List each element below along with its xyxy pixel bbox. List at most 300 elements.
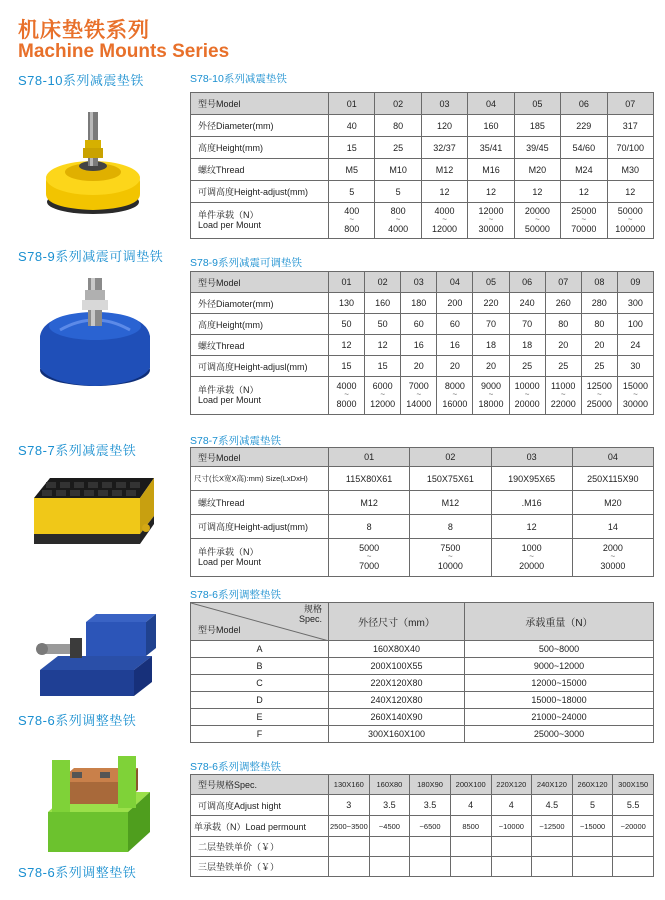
size-cell: 220X120X80 xyxy=(329,675,465,692)
corner-spec xyxy=(299,605,322,625)
row-label: 单承载（N）Load permount xyxy=(191,816,329,837)
load-cell: 2000 ~ 30000 xyxy=(572,539,653,577)
cell: 4.5 xyxy=(532,795,573,816)
cell: 14 xyxy=(572,515,653,539)
cell: 70 xyxy=(473,314,509,335)
table1-model: 06 xyxy=(561,93,607,115)
row-label: 可调高度Height-adjust(mm) xyxy=(191,515,329,539)
table2-model: 02 xyxy=(365,272,401,293)
cell: 3.5 xyxy=(369,795,410,816)
cell: 280 xyxy=(581,293,617,314)
cell: 5 xyxy=(329,181,375,203)
row-label: 螺纹Thread xyxy=(191,335,329,356)
mount-s78-7-image xyxy=(30,468,160,560)
cell: 16 xyxy=(437,335,473,356)
load-max: 50000 xyxy=(524,223,550,234)
cell: 5 xyxy=(572,795,613,816)
load-max: 800 xyxy=(344,223,360,234)
cell: 32/37 xyxy=(421,137,467,159)
load-max: 18000 xyxy=(478,398,504,409)
cell: 2500~3500 xyxy=(329,816,370,837)
cell: 40 xyxy=(329,115,375,137)
load-min: 2000 xyxy=(602,542,623,553)
table5-spec: 130X160 xyxy=(329,775,370,795)
table-row xyxy=(191,692,654,709)
cell: 200 xyxy=(437,293,473,314)
load-cell: 9000 ~ 18000 xyxy=(473,377,509,415)
table1-model-label: 型号Model xyxy=(191,93,329,115)
cell xyxy=(450,837,491,857)
cell: 12 xyxy=(607,181,653,203)
cell: 260 xyxy=(545,293,581,314)
corner-spec-cn: 规格 xyxy=(303,604,322,614)
table3-model: 03 xyxy=(491,448,572,467)
table-row-load xyxy=(191,203,654,239)
cell: 70 xyxy=(509,314,545,335)
table-s78-6b xyxy=(190,774,654,877)
cell: 25 xyxy=(545,356,581,377)
table1-model: 01 xyxy=(329,93,375,115)
product-label-s78-6b: S78-6系列调整垫铁 xyxy=(18,865,137,880)
table5-spec: 180X90 xyxy=(410,775,451,795)
model-cell: A xyxy=(191,641,329,658)
cell: 8 xyxy=(329,515,410,539)
product-label-s78-10: S78-10系列减震垫铁 xyxy=(18,73,144,88)
cell: 80 xyxy=(581,314,617,335)
table-row xyxy=(191,335,654,356)
size-cell: 240X120X80 xyxy=(329,692,465,709)
table1-header-row xyxy=(191,93,654,115)
load-max: 12000 xyxy=(432,223,458,234)
table2-header-row xyxy=(191,272,654,293)
table-s78-10 xyxy=(190,92,654,239)
row-label: 尺寸(长X宽X高):mm) Size(LxDxH) xyxy=(191,467,329,491)
load-cell: 800 ~ 4000 xyxy=(375,203,421,239)
cell: 25 xyxy=(375,137,421,159)
cell: 80 xyxy=(375,115,421,137)
table-row xyxy=(191,314,654,335)
load-cell: 6000 ~ 12000 xyxy=(365,377,401,415)
cell: M24 xyxy=(561,159,607,181)
row-label: 三层垫铁单价（￥） xyxy=(191,857,329,877)
table-row xyxy=(191,491,654,515)
cell: 185 xyxy=(514,115,560,137)
model-cell: B xyxy=(191,658,329,675)
cell: 240 xyxy=(509,293,545,314)
table-row xyxy=(191,795,654,816)
table-s78-9 xyxy=(190,271,654,415)
cell: .M16 xyxy=(491,491,572,515)
cell: 18 xyxy=(509,335,545,356)
load-min: 4000 xyxy=(434,205,455,216)
load-cell: 500~8000 xyxy=(465,641,654,658)
cell: 3.5 xyxy=(410,795,451,816)
table2-model: 07 xyxy=(545,272,581,293)
table3-model-label: 型号Model xyxy=(191,448,329,467)
table5-spec: 160X80 xyxy=(369,775,410,795)
table2-model: 05 xyxy=(473,272,509,293)
cell: 12 xyxy=(561,181,607,203)
cell: M20 xyxy=(572,491,653,515)
corner-model: 型号Model xyxy=(198,625,241,635)
load-min: 6000 xyxy=(372,380,393,391)
cell: 120 xyxy=(421,115,467,137)
load-min: 5000 xyxy=(359,542,380,553)
cell xyxy=(572,857,613,877)
cell xyxy=(572,837,613,857)
table-s78-7 xyxy=(190,447,654,577)
cell: M12 xyxy=(329,491,410,515)
cell: 15 xyxy=(329,137,375,159)
table-row xyxy=(191,837,654,857)
row-label: 高度Height(mm) xyxy=(191,137,329,159)
table5-spec: 240X120 xyxy=(532,775,573,795)
table5-title: S78-6系列调整垫铁 xyxy=(190,761,282,773)
table5-header-row xyxy=(191,775,654,795)
cell: 100 xyxy=(617,314,653,335)
cell: 5.5 xyxy=(613,795,654,816)
product-label-s78-7: S78-7系列减震垫铁 xyxy=(18,443,137,458)
cell xyxy=(491,837,532,857)
load-min: 25000 xyxy=(571,205,597,216)
load-min: 8000 xyxy=(444,380,465,391)
table3-model: 04 xyxy=(572,448,653,467)
col-load-header: 承载重量（N） xyxy=(465,603,654,641)
load-max: 8000 xyxy=(336,398,357,409)
cell: 317 xyxy=(607,115,653,137)
cell: 50 xyxy=(365,314,401,335)
cell: 54/60 xyxy=(561,137,607,159)
load-cell: 15000 ~ 30000 xyxy=(617,377,653,415)
table5-spec: 200X100 xyxy=(450,775,491,795)
cell: 20 xyxy=(473,356,509,377)
cell xyxy=(491,857,532,877)
table2-model: 08 xyxy=(581,272,617,293)
cell: M12 xyxy=(410,491,491,515)
cell xyxy=(410,857,451,877)
cell: 8500 xyxy=(450,816,491,837)
table4-header-row xyxy=(191,603,654,641)
cell xyxy=(450,857,491,877)
table-row-load xyxy=(191,539,654,577)
table-row xyxy=(191,159,654,181)
load-label-en: Load per Mount xyxy=(198,394,262,405)
table2-model: 01 xyxy=(329,272,365,293)
load-cell: 12000 ~ 30000 xyxy=(468,203,514,239)
cell: 20 xyxy=(581,335,617,356)
table5-spec: 220X120 xyxy=(491,775,532,795)
load-cell: 400 ~ 800 xyxy=(329,203,375,239)
product-label-s78-6a: S78-6系列调整垫铁 xyxy=(18,713,137,728)
mount-s78-9-image xyxy=(30,270,160,390)
size-cell: 160X80X40 xyxy=(329,641,465,658)
load-cell: 11000 ~ 22000 xyxy=(545,377,581,415)
size-cell: 200X100X55 xyxy=(329,658,465,675)
table-row xyxy=(191,115,654,137)
cell: 60 xyxy=(401,314,437,335)
table1-title: S78-10系列减震垫铁 xyxy=(190,73,287,85)
load-cell: 4000 ~ 12000 xyxy=(421,203,467,239)
table2-title: S78-9系列减震可调垫铁 xyxy=(190,257,303,269)
load-max: 16000 xyxy=(442,398,468,409)
table3-model: 02 xyxy=(410,448,491,467)
cell xyxy=(329,837,370,857)
load-label-cn: 单件承载（N） xyxy=(198,385,259,396)
load-cell: 12000~15000 xyxy=(465,675,654,692)
load-cell: 20000 ~ 50000 xyxy=(514,203,560,239)
cell: 4 xyxy=(450,795,491,816)
cell: M30 xyxy=(607,159,653,181)
load-min: 4000 xyxy=(336,380,357,391)
table2-model: 09 xyxy=(617,272,653,293)
model-cell: F xyxy=(191,726,329,743)
load-max: 20000 xyxy=(514,398,540,409)
load-label xyxy=(191,539,329,577)
row-label: 可调高度Height-adjust(mm) xyxy=(191,181,329,203)
load-cell: 12500 ~ 25000 xyxy=(581,377,617,415)
load-max: 22000 xyxy=(550,398,576,409)
table5-spec: 300X150 xyxy=(613,775,654,795)
cell xyxy=(613,837,654,857)
load-label xyxy=(191,377,329,415)
row-label: 螺纹Thread xyxy=(191,159,329,181)
load-cell: 21000~24000 xyxy=(465,709,654,726)
mount-s78-6b-image xyxy=(38,752,158,860)
mount-s78-6a-image xyxy=(30,610,160,702)
cell xyxy=(532,857,573,877)
load-max: 20000 xyxy=(519,560,545,571)
load-min: 12500 xyxy=(586,380,612,391)
cell: 12 xyxy=(514,181,560,203)
cell: 220 xyxy=(473,293,509,314)
cell: 12 xyxy=(468,181,514,203)
load-cell: 10000 ~ 20000 xyxy=(509,377,545,415)
table1-model: 03 xyxy=(421,93,467,115)
cell: 160 xyxy=(468,115,514,137)
table-row xyxy=(191,726,654,743)
load-cell: 9000~12000 xyxy=(465,658,654,675)
cell: 150X75X61 xyxy=(410,467,491,491)
load-cell: 5000 ~ 7000 xyxy=(329,539,410,577)
cell: 5 xyxy=(375,181,421,203)
table3-title: S78-7系列减震垫铁 xyxy=(190,435,282,447)
row-label: 外径Diameter(mm) xyxy=(191,115,329,137)
table2-model: 06 xyxy=(509,272,545,293)
load-min: 800 xyxy=(390,205,406,216)
product-label-s78-9: S78-9系列减震可调垫铁 xyxy=(18,249,164,264)
cell: 18 xyxy=(473,335,509,356)
cell: 12 xyxy=(365,335,401,356)
load-label-en: Load per Mount xyxy=(198,219,262,230)
table2-model-label: 型号Model xyxy=(191,272,329,293)
cell: M10 xyxy=(375,159,421,181)
cell: 8 xyxy=(410,515,491,539)
table-row xyxy=(191,137,654,159)
table4-title: S78-6系列调整垫铁 xyxy=(190,589,282,601)
load-max: 25000 xyxy=(586,398,612,409)
load-max: 7000 xyxy=(359,560,380,571)
model-cell: D xyxy=(191,692,329,709)
cell: 130 xyxy=(329,293,365,314)
cell: 20 xyxy=(545,335,581,356)
row-label: 螺纹Thread xyxy=(191,491,329,515)
cell xyxy=(369,857,410,877)
cell: 3 xyxy=(329,795,370,816)
cell: 20 xyxy=(437,356,473,377)
cell: 250X115X90 xyxy=(572,467,653,491)
cell: M20 xyxy=(514,159,560,181)
cell: ~20000 xyxy=(613,816,654,837)
load-min: 11000 xyxy=(551,380,576,391)
table4-corner-cell xyxy=(191,603,329,641)
load-cell: 4000 ~ 8000 xyxy=(329,377,365,415)
corner-spec-en: Spec. xyxy=(298,613,322,624)
cell: ~4500 xyxy=(369,816,410,837)
cell: 20 xyxy=(401,356,437,377)
load-label-cn: 单件承载（N） xyxy=(198,547,259,558)
size-cell: 300X160X100 xyxy=(329,726,465,743)
cell xyxy=(369,837,410,857)
load-max: 14000 xyxy=(406,398,432,409)
cell: 80 xyxy=(545,314,581,335)
load-cell: 25000~3000 xyxy=(465,726,654,743)
load-min: 10000 xyxy=(514,380,540,391)
load-max: 10000 xyxy=(437,560,463,571)
cell: M16 xyxy=(468,159,514,181)
load-max: 12000 xyxy=(370,398,396,409)
load-cell: 1000 ~ 20000 xyxy=(491,539,572,577)
table5-spec-label: 型号规格Spec. xyxy=(191,775,329,795)
table-row xyxy=(191,181,654,203)
table5-spec: 260X120 xyxy=(572,775,613,795)
row-label: 外径Diamoter(mm) xyxy=(191,293,329,314)
load-min: 7000 xyxy=(408,380,429,391)
cell: 25 xyxy=(581,356,617,377)
cell xyxy=(329,857,370,877)
load-max: 4000 xyxy=(388,223,409,234)
table-row xyxy=(191,658,654,675)
cell: M12 xyxy=(421,159,467,181)
cell xyxy=(613,857,654,877)
load-max: 70000 xyxy=(571,223,597,234)
row-label: 高度Height(mm) xyxy=(191,314,329,335)
table1-model: 07 xyxy=(607,93,653,115)
table3-model: 01 xyxy=(329,448,410,467)
cell xyxy=(532,837,573,857)
cell: ~12500 xyxy=(532,816,573,837)
cell: 16 xyxy=(401,335,437,356)
table2-model: 03 xyxy=(401,272,437,293)
table-row xyxy=(191,857,654,877)
cell: 12 xyxy=(329,335,365,356)
model-cell: C xyxy=(191,675,329,692)
cell: 115X80X61 xyxy=(329,467,410,491)
cell: ~6500 xyxy=(410,816,451,837)
load-max: 30000 xyxy=(478,223,504,234)
load-min: 400 xyxy=(344,205,360,216)
table-row xyxy=(191,641,654,658)
cell: 12 xyxy=(421,181,467,203)
table-row xyxy=(191,675,654,692)
table-row xyxy=(191,293,654,314)
table-row xyxy=(191,709,654,726)
cell: 4 xyxy=(491,795,532,816)
table3-header-row xyxy=(191,448,654,467)
cell: 12 xyxy=(491,515,572,539)
load-max: 30000 xyxy=(622,398,648,409)
cell: 15 xyxy=(329,356,365,377)
load-cell: 15000~18000 xyxy=(465,692,654,709)
load-min: 1000 xyxy=(521,542,542,553)
load-label xyxy=(191,203,329,239)
cell: 39/45 xyxy=(514,137,560,159)
model-cell: E xyxy=(191,709,329,726)
cell: 60 xyxy=(437,314,473,335)
cell: 15 xyxy=(365,356,401,377)
load-min: 9000 xyxy=(480,380,501,391)
table-s78-6a xyxy=(190,602,654,743)
cell: 229 xyxy=(561,115,607,137)
load-cell: 50000 ~ 100000 xyxy=(607,203,653,239)
load-min: 20000 xyxy=(524,205,550,216)
row-label: 可调高度Adjust hight xyxy=(191,795,329,816)
table2-model: 04 xyxy=(437,272,473,293)
cell: 24 xyxy=(617,335,653,356)
load-cell: 7500 ~ 10000 xyxy=(410,539,491,577)
col-size-header: 外径尺寸（mm） xyxy=(329,603,465,641)
cell: M5 xyxy=(329,159,375,181)
cell: 180 xyxy=(401,293,437,314)
table-row xyxy=(191,356,654,377)
table1-model: 02 xyxy=(375,93,421,115)
cell: 30 xyxy=(617,356,653,377)
load-cell: 7000 ~ 14000 xyxy=(401,377,437,415)
load-cell: 8000 ~ 16000 xyxy=(437,377,473,415)
cell: 160 xyxy=(365,293,401,314)
table-row xyxy=(191,467,654,491)
row-label: 二层垫铁单价（￥） xyxy=(191,837,329,857)
cell: 300 xyxy=(617,293,653,314)
table-row-load xyxy=(191,377,654,415)
load-max: 100000 xyxy=(615,223,646,234)
table-row xyxy=(191,816,654,837)
load-label-cn: 单件承载（N） xyxy=(198,210,259,221)
cell: 190X95X65 xyxy=(491,467,572,491)
cell: 35/41 xyxy=(468,137,514,159)
page-title: 机床垫铁系列 xyxy=(18,19,150,42)
load-min: 50000 xyxy=(617,205,643,216)
load-min: 7500 xyxy=(440,542,461,553)
cell: 25 xyxy=(509,356,545,377)
cell: 70/100 xyxy=(607,137,653,159)
page-subtitle: Machine Mounts Series xyxy=(18,41,230,62)
mount-s78-10-image xyxy=(28,92,158,220)
load-min: 12000 xyxy=(478,205,504,216)
load-max: 30000 xyxy=(600,560,626,571)
size-cell: 260X140X90 xyxy=(329,709,465,726)
load-label-en: Load per Mount xyxy=(198,556,262,567)
table1-model: 04 xyxy=(468,93,514,115)
cell xyxy=(410,837,451,857)
load-min: 15000 xyxy=(622,380,648,391)
cell: ~15000 xyxy=(572,816,613,837)
load-cell: 25000 ~ 70000 xyxy=(561,203,607,239)
row-label: 可调高度Height-adjusl(mm) xyxy=(191,356,329,377)
cell: ~10000 xyxy=(491,816,532,837)
table1-model: 05 xyxy=(514,93,560,115)
table-row xyxy=(191,515,654,539)
cell: 50 xyxy=(329,314,365,335)
